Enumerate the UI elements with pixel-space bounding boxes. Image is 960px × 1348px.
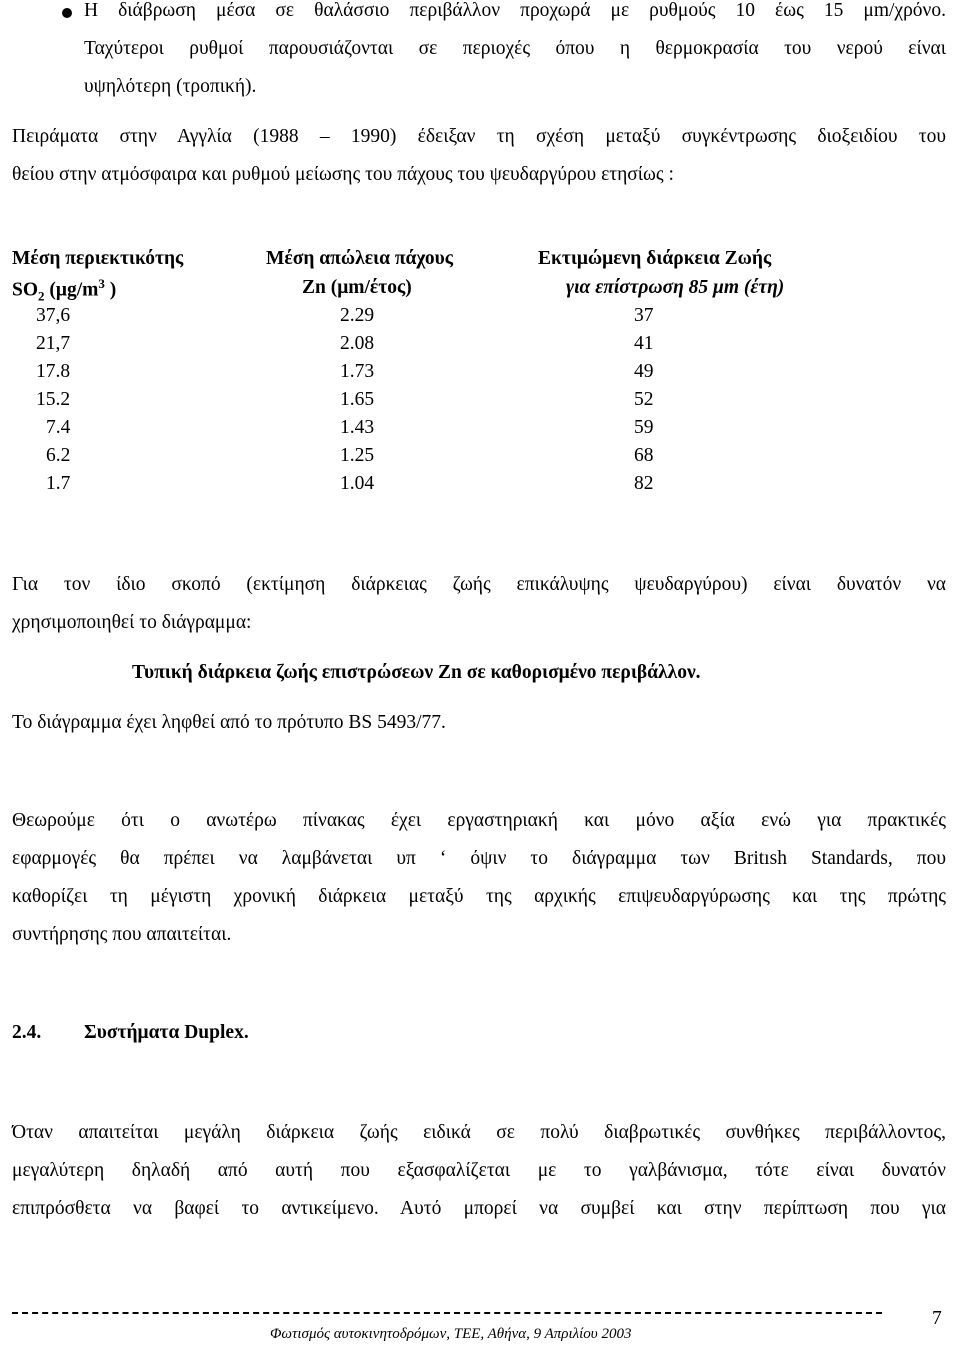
- cell-life: 59: [634, 417, 654, 438]
- cell-loss: 1.73: [340, 361, 375, 382]
- bullet-line-1: Η διάβρωση μέσα σε θαλάσσιο περιβάλλον προχωρά με ρυθμούς 10 έως 15 μm/χρόνο.: [84, 0, 946, 21]
- cell-so2: 7.4: [46, 417, 71, 438]
- cell-loss: 1.43: [340, 417, 375, 438]
- footer-text: Φωτισμός αυτοκινητοδρόμων, ΤΕΕ, Αθήνα, 9 Απριλίου 2003: [270, 1326, 632, 1342]
- cell-so2: 6.2: [46, 445, 71, 466]
- cell-life: 68: [634, 445, 654, 466]
- conclusion-line-2: εφαρμογές θα πρέπει να λαμβάνεται υπ ‘ όψιν το διάγραμμα των Britısh Standards, που: [12, 848, 946, 869]
- cell-life: 37: [634, 305, 654, 326]
- diagram-source: Το διάγραμμα έχει ληφθεί από το πρότυπο BS 5493/77.: [12, 712, 446, 733]
- section-number: 2.4.: [12, 1022, 42, 1043]
- cell-loss: 2.29: [340, 305, 375, 326]
- cell-so2: 17.8: [36, 361, 71, 382]
- cell-so2: 37,6: [36, 305, 71, 326]
- bullet-line-2: Ταχύτεροι ρυθμοί παρουσιάζονται σε περιοχές όπου η θερμοκρασία του νερού είναι: [84, 38, 946, 59]
- duplex-line-3: επιπρόσθετα να βαφεί το αντικείμενο. Αυτό μπορεί να συμβεί και στην περίπτωση που για: [12, 1198, 946, 1219]
- cell-loss: 1.04: [340, 473, 375, 494]
- header-life-unit: για επίστρωση 85 μm (έτη): [566, 277, 785, 298]
- so2-close: ): [104, 279, 117, 301]
- intro-line-2: θείου στην ατμόσφαιρα και ρυθμού μείωσης του πάχους του ψευδαργύρου ετησίως :: [12, 164, 674, 185]
- cell-life: 82: [634, 473, 654, 494]
- cell-so2: 21,7: [36, 333, 71, 354]
- cell-life: 52: [634, 389, 654, 410]
- page-number: 7: [932, 1308, 942, 1329]
- cell-so2: 1.7: [46, 473, 71, 494]
- cell-loss: 2.08: [340, 333, 375, 354]
- cell-loss: 1.65: [340, 389, 375, 410]
- header-zn-unit: Zn (μm/έτος): [302, 277, 412, 298]
- diagram-line-1: Για τον ίδιο σκοπό (εκτίμηση διάρκειας ζωής επικάλυψης ψευδαργύρου) είναι δυνατόν να: [12, 574, 946, 595]
- bullet-line-3: υψηλότερη (τροπική).: [84, 76, 257, 97]
- conclusion-line-3: καθορίζει τη μέγιστη χρονική διάρκεια μεταξύ της αρχικής επιψευδαργύρωσης και της πρώτης: [12, 886, 946, 907]
- so2-superscript: 3: [98, 276, 105, 291]
- cell-life: 41: [634, 333, 654, 354]
- intro-line-1: Πειράματα στην Αγγλία (1988 – 1990) έδειξαν τη σχέση μεταξύ συγκέντρωσης διοξειδίου του: [12, 126, 946, 147]
- header-life-estimate: Εκτιμώμενη διάρκεια Ζωής: [538, 248, 772, 269]
- bullet-dot-icon: [62, 8, 72, 18]
- cell-life: 49: [634, 361, 654, 382]
- cell-loss: 1.25: [340, 445, 375, 466]
- header-so2-content: Μέση περιεκτικότης: [12, 248, 184, 269]
- diagram-line-2: χρησιμοποιηθεί το διάγραμμα:: [12, 612, 252, 633]
- header-thickness-loss: Μέση απώλεια πάχους: [266, 248, 453, 269]
- section-title: Συστήματα Duplex.: [84, 1022, 249, 1043]
- duplex-line-1: Όταν απαιτείται μεγάλη διάρκεια ζωής ειδικά σε πολύ διαβρωτικές συνθήκες περιβάλλοντος,: [12, 1122, 946, 1143]
- so2-symbol: SO: [12, 279, 39, 301]
- duplex-line-2: μεγαλύτερη δηλαδή από αυτή που εξασφαλίζεται με το γαλβάνισμα, τότε είναι δυνατόν: [12, 1160, 946, 1181]
- conclusion-line-4: συντήρησης που απαιτείται.: [12, 924, 232, 945]
- so2-subscript: 2: [38, 288, 45, 304]
- so2-unit-text: (μg/m: [44, 279, 99, 301]
- header-so2-unit: [12, 276, 116, 304]
- footer-divider: [12, 1312, 882, 1314]
- diagram-caption: Τυπική διάρκεια ζωής επιστρώσεων Zn σε καθορισμένο περιβάλλον.: [132, 662, 701, 683]
- cell-so2: 15.2: [36, 389, 71, 410]
- conclusion-line-1: Θεωρούμε ότι ο ανωτέρω πίνακας έχει εργαστηριακή και μόνο αξία ενώ για πρακτικές: [12, 810, 946, 831]
